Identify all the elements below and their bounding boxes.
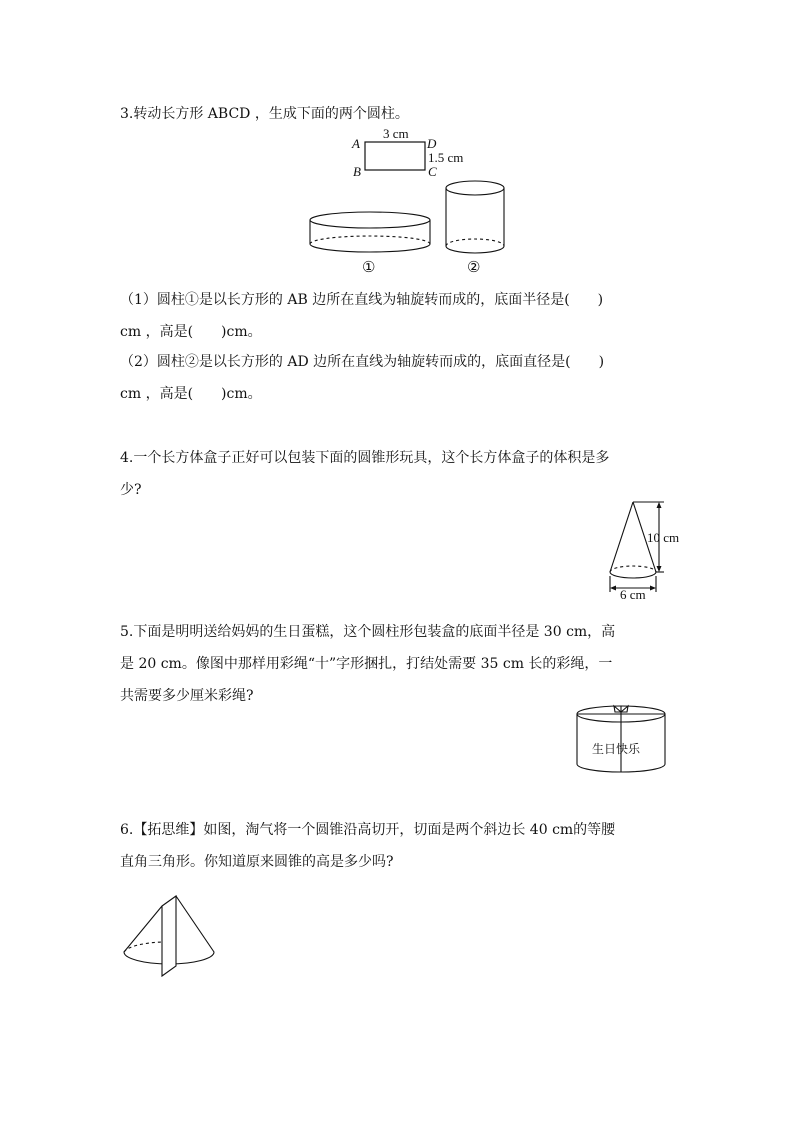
label-a: A [352, 136, 360, 151]
q6-line1: 6.【拓思维】如图，淘气将一个圆锥沿高切开，切面是两个斜边长 40 cm的等腰 [120, 822, 616, 838]
q4-cone-figure [600, 496, 700, 602]
label-width: 3 cm [383, 126, 409, 141]
q6-line2: 直角三角形。你知道原来圆锥的高是多少吗? [120, 854, 394, 870]
label-b: B [353, 164, 361, 179]
cone-diameter-label: 6 cm [620, 587, 646, 602]
label-d: D [427, 136, 437, 151]
cylinder-1 [310, 212, 430, 252]
q5-line2: 是 20 cm。像图中那样用彩绳“十”字形捆扎，打结处需要 35 cm 长的彩绳，一 [120, 656, 613, 672]
q3-figure [300, 126, 500, 276]
cylinder-1-label: ① [362, 260, 376, 276]
q5-line1: 5.下面是明明送给妈妈的生日蛋糕，这个圆柱形包装盒的底面半径是 30 cm，高 [120, 624, 616, 640]
q3-part1-line2: cm ，高是( )cm。 [120, 324, 262, 340]
q5-cake-box-figure [574, 700, 674, 780]
cone-height-label: 10 cm [647, 530, 680, 545]
q4-line2: 少? [120, 482, 142, 498]
q3-part1-line1: （1）圆柱①是以长方形的 AB 边所在直线为轴旋转而成的，底面半径是( ) [120, 292, 604, 308]
q6-cut-cone-figure [120, 890, 230, 984]
cylinder-2-label: ② [467, 260, 481, 276]
label-c: C [428, 164, 437, 179]
q3-title: 3.转动长方形 ABCD ，生成下面的两个圆柱。 [120, 106, 409, 122]
q3-part2-line1: （2）圆柱②是以长方形的 AD 边所在直线为轴旋转而成的，底面直径是( ) [120, 354, 605, 370]
q5-line3: 共需要多少厘米彩绳? [120, 688, 254, 704]
cylinder-2 [446, 181, 504, 253]
q3-part2-line2: cm ，高是( )cm。 [120, 386, 262, 402]
rectangle-abcd [365, 142, 425, 170]
cake-label: 生日快乐 [592, 742, 641, 756]
label-height: 1.5 cm [428, 150, 464, 165]
q4-line1: 4.一个长方体盒子正好可以包装下面的圆锥形玩具，这个长方体盒子的体积是多 [120, 450, 610, 466]
